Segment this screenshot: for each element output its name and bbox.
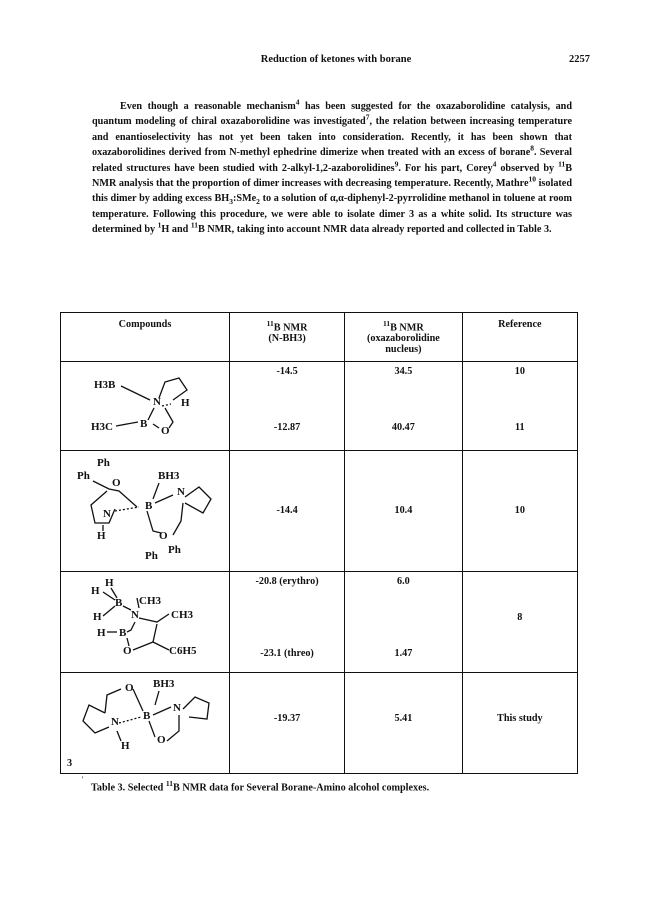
header-nbh3 xyxy=(230,313,345,362)
citation-ref: 10 xyxy=(528,174,537,184)
header-text: B NMR xyxy=(273,322,308,334)
atom-label: B xyxy=(143,710,151,722)
header-text: B NMR xyxy=(390,322,424,334)
atom-label: N xyxy=(111,716,119,728)
page-number: 2257 xyxy=(569,54,590,65)
reference-value: 11 xyxy=(515,422,525,433)
caption-text: B NMR data for Several Borane-Amino alcohol complexes. xyxy=(173,782,430,794)
nbh3-cell xyxy=(230,673,345,774)
text-run: :SMe xyxy=(232,193,257,205)
bond xyxy=(133,689,143,711)
atom-label: B xyxy=(140,418,148,430)
atom-label: BH3 xyxy=(153,678,175,690)
bond xyxy=(121,386,150,400)
isotope-mark: 11 xyxy=(190,220,198,230)
nbh3-value: -19.37 xyxy=(273,713,301,724)
atom-label: H xyxy=(93,611,102,623)
stray-mark: ' xyxy=(82,775,84,784)
bond xyxy=(149,721,155,737)
text-run: observed by xyxy=(496,162,559,174)
atom-label: C6H5 xyxy=(169,645,197,657)
citation-ref: 7 xyxy=(365,113,370,123)
text-run: to a solution of α,α-diphenyl-2-pyrrolidine methanol in toluene at room temperature. Following this procedure, we were able to isolate dimer 3 as a white solid. Its structure was determined by xyxy=(92,193,573,236)
citation-ref: 9 xyxy=(394,159,399,169)
bond xyxy=(162,404,171,406)
table-row xyxy=(61,451,578,572)
atom-label: N xyxy=(131,609,139,621)
bond xyxy=(153,707,171,715)
oxaz-value: 1.47 xyxy=(394,648,413,659)
text-run: B NMR analysis that the proportion of dimer increases with decreasing temperature. Recently, Mathre xyxy=(92,162,573,190)
compound-structure-cell xyxy=(61,673,230,774)
bond xyxy=(116,422,138,426)
nbh3-cell xyxy=(230,572,345,673)
bond xyxy=(119,717,141,723)
compound-structure-cell xyxy=(61,572,230,673)
bond xyxy=(153,642,169,650)
atom-label: O xyxy=(123,645,132,657)
atom-label: O xyxy=(157,734,166,746)
table-row xyxy=(61,362,578,451)
atom-label: CH3 xyxy=(171,609,193,621)
atom-label: BH3 xyxy=(158,470,180,482)
bond xyxy=(115,507,139,511)
oxazaborolidine-borane-structure xyxy=(61,362,229,450)
bond xyxy=(153,483,159,499)
text-run: H and xyxy=(161,224,191,236)
atom-label: O xyxy=(159,530,168,542)
atom-label: H3C xyxy=(91,421,113,433)
bond xyxy=(148,408,154,420)
atom-label: Ph xyxy=(97,457,110,469)
bond xyxy=(155,495,173,503)
bond xyxy=(133,624,157,650)
bond xyxy=(117,731,121,741)
table-row xyxy=(61,673,578,774)
caption-text: Table 3. Selected xyxy=(91,782,166,794)
table-row xyxy=(61,572,578,673)
atom-label: H xyxy=(105,577,114,589)
oxaz-cell xyxy=(345,451,463,572)
atom-label: H xyxy=(181,397,190,409)
reference-value: 8 xyxy=(517,612,523,623)
bond xyxy=(127,622,135,632)
subscript: 2 xyxy=(256,197,260,207)
text-run: B NMR, taking into account NMR data already reported and collected in Table 3. xyxy=(197,224,552,236)
atom-label: B xyxy=(119,627,127,639)
atom-label: H xyxy=(91,585,100,597)
header-text: (N-BH3) xyxy=(268,333,306,345)
reference-cell xyxy=(462,673,577,774)
bond xyxy=(155,691,159,705)
header-reference: Reference xyxy=(462,313,577,362)
text-run: Even though a reasonable mechanism xyxy=(120,101,296,112)
body-paragraph xyxy=(92,99,572,238)
isotope-mark: 11 xyxy=(266,319,274,328)
text-run: . For his part, Corey xyxy=(398,162,493,174)
atom-label: H3B xyxy=(94,379,116,391)
ephedrine-borane-structure xyxy=(61,572,229,672)
oxaz-value: 40.47 xyxy=(391,422,415,433)
citation-ref: 4 xyxy=(492,159,497,169)
compound-structure-cell xyxy=(61,362,230,451)
atom-label: N xyxy=(103,508,111,520)
atom-label: Ph xyxy=(168,544,181,556)
dimer-diphenyl-structure xyxy=(61,451,229,571)
oxaz-value: 5.41 xyxy=(394,713,413,724)
reference-cell xyxy=(462,451,577,572)
bond xyxy=(167,715,179,741)
bond xyxy=(103,606,115,616)
atom-label: B xyxy=(115,597,123,609)
oxaz-cell xyxy=(345,673,463,774)
nbh3-value: -14.5 xyxy=(276,366,298,377)
nbh3-cell xyxy=(230,362,345,451)
reference-value: This study xyxy=(497,713,543,724)
reference-cell xyxy=(462,362,577,451)
bond xyxy=(111,588,117,598)
table-caption xyxy=(91,779,571,793)
header-oxazaborolidine xyxy=(345,313,463,362)
atom-label: H xyxy=(97,627,106,639)
isotope-mark: 11 xyxy=(383,319,391,328)
atom-label: N xyxy=(153,396,161,408)
reference-value: 10 xyxy=(514,366,525,377)
atom-label: N xyxy=(177,486,185,498)
isotope-mark: 1 xyxy=(157,220,162,230)
bond xyxy=(105,689,121,713)
ring-bond xyxy=(185,487,211,513)
oxaz-cell xyxy=(345,362,463,451)
text-run: , the relation between increasing temperature and enantioselectivity has not yet been taken into consideration. Recently, it has been shown that oxazaborolidines derived from N-methyl ephedrine dimerize when treated with an excess of borane xyxy=(92,116,572,159)
atom-label: CH3 xyxy=(139,595,161,607)
atom-label: H xyxy=(121,740,130,752)
atom-label: O xyxy=(112,477,121,489)
citation-ref: 8 xyxy=(530,143,534,153)
nbh3-value: -20.8 (erythro) xyxy=(255,576,319,587)
reference-cell xyxy=(462,572,577,673)
nbh3-value: -23.1 (threo) xyxy=(260,648,314,659)
atom-label: O xyxy=(125,682,134,694)
isotope-mark: 11 xyxy=(165,779,173,788)
text-run: . Several related structures have been studied with 2-alkyl-1,2-azaborolidines xyxy=(92,147,573,174)
dimer-3-structure xyxy=(61,673,229,773)
atom-label: B xyxy=(145,500,153,512)
nbh3-cell xyxy=(230,451,345,572)
header-text: nucleus) xyxy=(385,344,422,356)
text-run: has been suggested for the oxazaborolidine catalysis, and quantum modeling of chiral oxazaborolidine was investigated xyxy=(92,101,573,128)
oxaz-value: 6.0 xyxy=(397,576,410,587)
isotope-mark: 11 xyxy=(558,159,566,169)
running-header xyxy=(90,54,590,70)
atom-label: N xyxy=(173,702,181,714)
atom-label: Ph xyxy=(77,470,90,482)
nmr-data-table xyxy=(60,312,578,774)
bond xyxy=(123,606,131,610)
bond xyxy=(153,424,159,428)
bond xyxy=(173,503,183,535)
oxaz-cell xyxy=(345,572,463,673)
compound-number: 3 xyxy=(67,758,73,769)
reference-value: 10 xyxy=(514,505,525,516)
bond xyxy=(139,614,169,622)
header-compounds: Compounds xyxy=(61,313,230,362)
atom-label: H xyxy=(97,530,106,542)
nbh3-value: -14.4 xyxy=(276,505,298,516)
oxaz-value: 34.5 xyxy=(394,366,413,377)
header-text: (oxazaborolidine xyxy=(366,333,440,345)
subscript: 3 xyxy=(229,197,233,207)
atom-label: Ph xyxy=(145,550,158,562)
oxaz-value: 10.4 xyxy=(394,505,413,516)
compound-structure-cell xyxy=(61,451,230,572)
text-run: isolated this dimer by adding excess BH xyxy=(92,178,572,205)
table-header-row xyxy=(61,313,578,362)
atom-label: O xyxy=(161,425,170,437)
running-title: Reduction of ketones with borane xyxy=(260,54,412,65)
citation-ref: 4 xyxy=(295,97,300,107)
nbh3-value: -12.87 xyxy=(273,422,301,433)
bond xyxy=(103,592,115,600)
ring-bond xyxy=(183,697,209,719)
